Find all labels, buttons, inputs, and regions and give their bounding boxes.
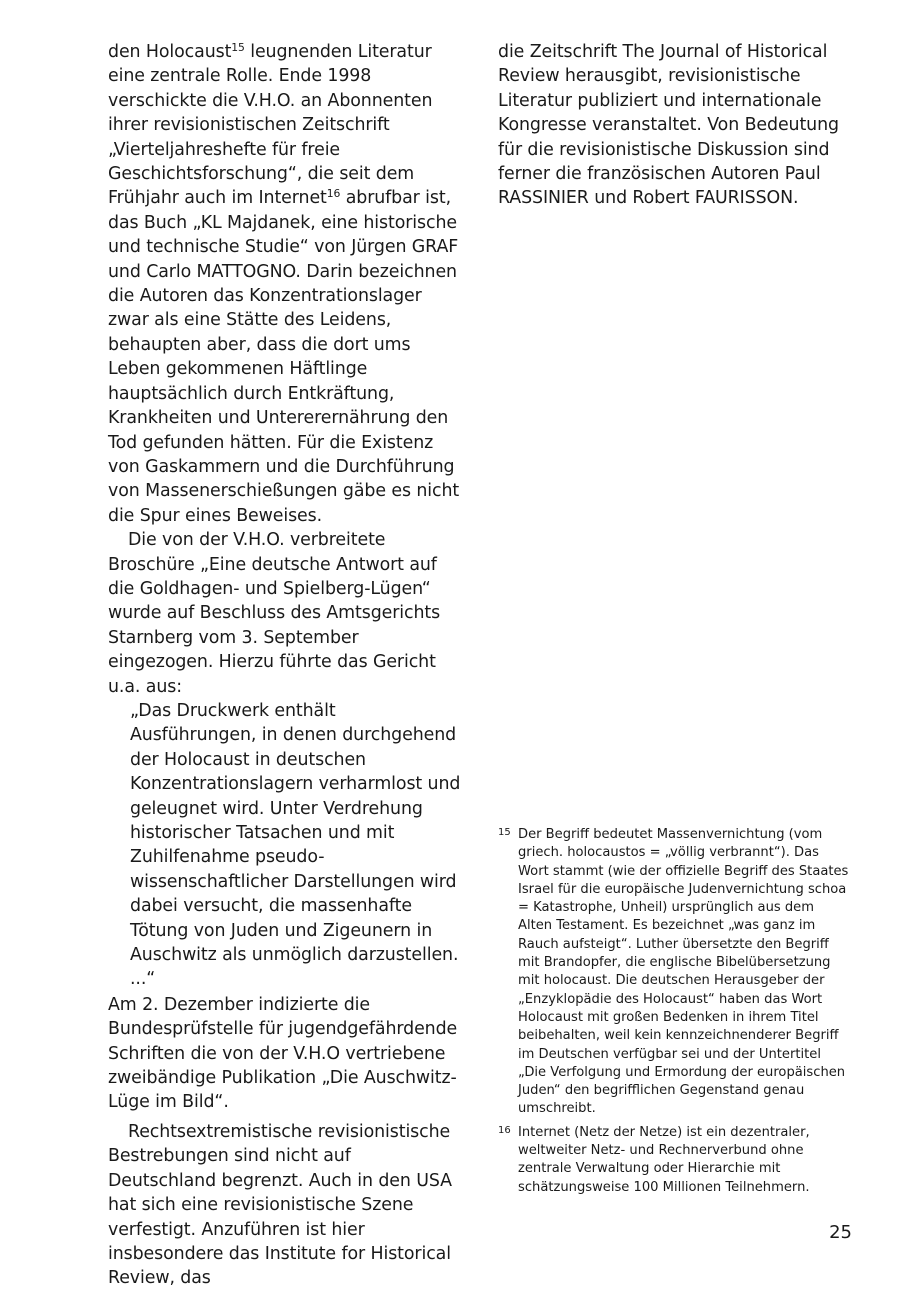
footnotes bbox=[498, 826, 850, 1202]
left-column bbox=[108, 40, 464, 1291]
footnote-ref-16[interactable]: 16 bbox=[326, 187, 341, 201]
footnote-ref-15[interactable]: 15 bbox=[231, 41, 245, 55]
right-column bbox=[498, 40, 854, 211]
footnote-number: 15 bbox=[498, 827, 511, 838]
footnote-text: Internet (Netz der Netze) ist ein dezentraler, weltweiter Netz- und Rechnerverbund ohne zentrale Verwaltung oder Hierarchie mit schätzungsweise 100 Millionen Teilnehmern. bbox=[518, 1124, 810, 1195]
paragraph-international: Rechtsextremistische revisionistische Bestrebungen sind nicht auf Deutschland begrenzt. Auch in den USA hat sich eine revisionistische Szene verfestigt. Anzuführen ist hier insbesondere das Institute for Historical Review, das bbox=[108, 1121, 452, 1289]
paragraph-indexing: Am 2. Dezember indizierte die Bundesprüfstelle für jugendgefährdende Schriften die von der V.H.O vertriebene zweibändige Publikation „Die Auschwitz-Lüge im Bild“. bbox=[108, 994, 458, 1113]
court-quote: „Das Druckwerk enthält Ausführungen, in denen durchgehend der Holocaust in deutschen Konzentrationslagern verharmlost und geleugnet wird. Unter Verdrehung historischer Tatsachen und mit Zuhilfenahme pseudo-wissenschaftlicher Darstellungen wird dabei versucht, die massenhafte Tötung von Juden und Zigeunern in Auschwitz als unmöglich darzustellen. ...“ bbox=[130, 700, 461, 990]
text-segment: den Holocaust bbox=[108, 42, 232, 62]
footnote-number: 16 bbox=[498, 1124, 511, 1136]
footnote-15 bbox=[498, 826, 850, 1119]
footnote-text: Der Begriff bedeutet Massenvernichtung (vom griech. holocaustos = „völlig verbrannt“). Das Wort stammt (wie der offizielle Begriff des Staates Israel für die europäische Judenvernichtung schoa = Katastrophe, Unheil) ursprünglich aus dem Alten Testament. Es bezeichnet „was ganz im Rauch aufsteigt“. Luther übersetzte den Begriff mit Brandopfer, die englische Bibelübersetzung mit holocaust. Die deutschen Herausgeber der „Enzyklopädie des Holocaust“ haben das Wort Holocaust mit großen Bedenken in ihrem Titel beibehalten, weil kein kennzeichnenderer Begriff im Deutschen verfügbar sei und der Untertitel „Die Verfolgung und Ermordung der europäischen Juden“ den begrifflichen Gegenstand genau umschreibt. bbox=[518, 827, 849, 1117]
text-segment: leugnenden Literatur eine zentrale Rolle. Ende 1998 verschickte die V.H.O. an Abonnenten ihrer revisionistischen Zeitschrift „Vierteljahreshefte für freie Geschichtsforschung“, die seit dem Frühjahr auch im Internet bbox=[108, 42, 433, 209]
text-segment: abrufbar ist, das Buch „KL Majdanek, eine historische und technische Studie“ von Jürgen GRAF und Carlo MATTOGNO. Darin bezeichnen die Autoren das Konzentrationslager zwar als eine Stätte des Leidens, behaupten aber, dass die dort ums Leben gekommenen Häftlinge hauptsächlich durch Entkräftung, Krankheiten und Untererernährung den Tod gefunden hätten. Für die Existenz von Gaskammern und die Durchführung von Massenerschießungen gäbe es nicht die Spur eines Beweises. bbox=[108, 188, 460, 526]
paragraph-holocaust-literature bbox=[108, 40, 464, 528]
paragraph-journal: die Zeitschrift The Journal of Historical Review herausgibt, revisionistische Literatur publiziert und internationale Kongresse veranstaltet. Von Bedeutung für die revisionistische Diskussion sind ferner die französischen Autoren Paul RASSINIER und Robert FAURISSON. bbox=[498, 42, 839, 209]
paragraph-brochure: Die von der V.H.O. verbreitete Broschüre „Eine deutsche Antwort auf die Goldhagen- und Spielberg-Lügen“ wurde auf Beschluss des Amtsgerichts Starnberg vom 3. September eingezogen. Hierzu führte das Gericht u.a. aus: bbox=[108, 530, 441, 697]
page-number: 25 bbox=[829, 1222, 852, 1243]
footnote-16 bbox=[498, 1124, 850, 1197]
